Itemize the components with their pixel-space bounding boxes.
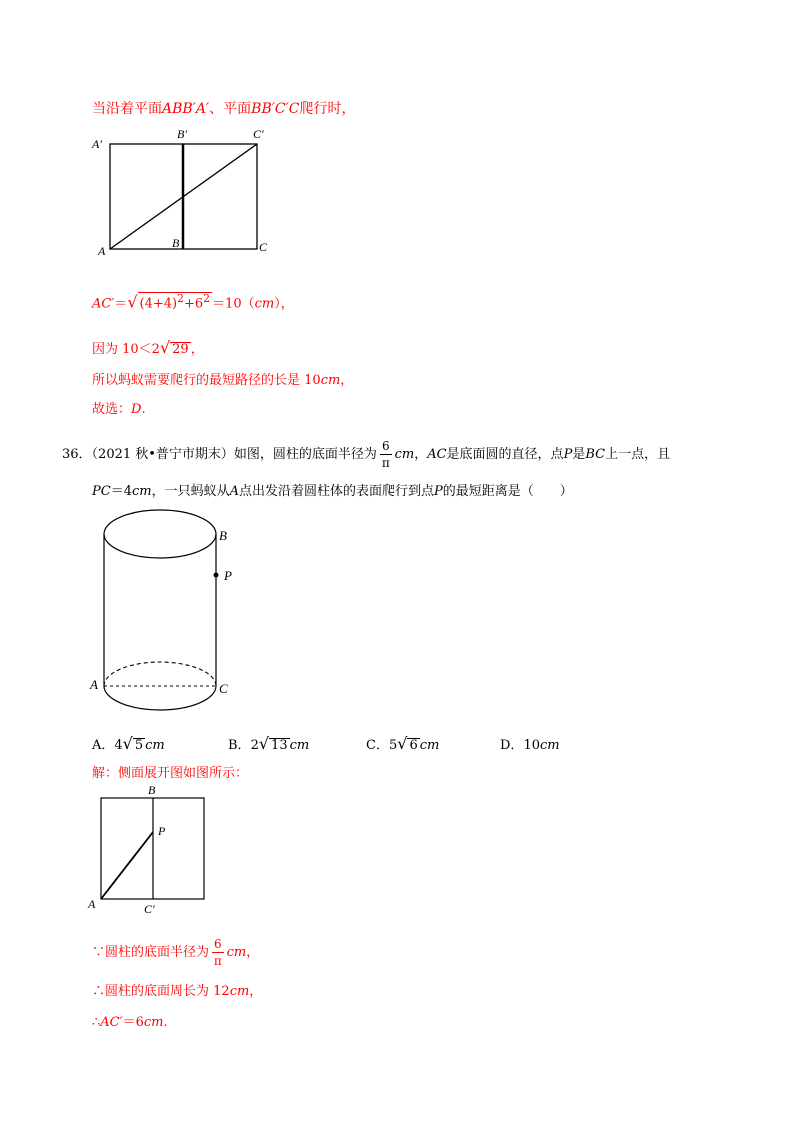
label-B: B	[148, 783, 156, 797]
cylinder-bottom-front	[104, 686, 216, 710]
solution-intro: 解：侧面展开图如图所示：	[92, 766, 249, 781]
label-A-prime: A′	[92, 137, 102, 151]
figure-2-path-AP	[101, 832, 153, 899]
cylinder-figure	[88, 508, 248, 718]
option-c[interactable]: C．5√ 6 cm	[366, 734, 440, 753]
solution-line-because: 因为 10＜2√ 29 ，	[92, 338, 204, 357]
label-P: P	[158, 824, 166, 838]
label-B: B	[219, 528, 227, 543]
question-36-line-1: 36．（2021 秋•普宁市期末）如图，圆柱的底面半径为 $\frac{6}{\pi}$ cm，AC是底面圆的直径，点P是BC上一点，且	[62, 439, 671, 470]
question-36-line-2: PC＝4cm，一只蚂蚁从A点出发沿着圆柱体的表面爬行到点P的最短距离是（ ）	[92, 484, 573, 499]
label-B-prime: B′	[177, 128, 187, 141]
solution-line-answer: 故选：D.	[92, 402, 146, 417]
option-b[interactable]: B．2√ 13 cm	[228, 734, 310, 753]
label-B: B	[172, 236, 180, 250]
label-C-prime: C′	[144, 902, 155, 916]
option-d[interactable]: D．10cm	[500, 738, 560, 753]
solution-line-circumference: ∴圆柱的底面周长为 12cm，	[92, 984, 263, 999]
unfolded-rectangle-figure-2	[86, 782, 226, 918]
solution-line-radius: ∵圆柱的底面半径为 $\frac{6}{\pi}$ cm，	[92, 937, 260, 968]
formula-AC-prime: AC′＝√ $(4+4)^2+6^2 =10(cm)$，	[92, 292, 294, 312]
fraction-6-over-pi-solution: $\frac{6}{\pi}$	[213, 937, 222, 968]
cylinder-bottom-back-dashed	[104, 662, 216, 686]
label-C: C	[259, 240, 268, 254]
option-a[interactable]: A．4√ 5 cm	[92, 734, 165, 753]
solution-line-plane: 当沿着平面ABB′A′、平面BB′C′C爬行时，	[92, 101, 356, 117]
fraction-6-over-pi: $\frac{6}{\pi}$	[381, 439, 390, 470]
point-P-dot	[214, 573, 219, 578]
label-C: C	[219, 681, 228, 696]
unfolded-rectangle-figure-1	[90, 128, 280, 258]
label-A: A	[90, 677, 98, 692]
cylinder-top-ellipse	[104, 510, 216, 558]
solution-line-so: 所以蚂蚁需要爬行的最短路径的长是 10cm，	[92, 373, 354, 388]
solution-line-AC-prime: ∴AC′＝6cm.	[92, 1015, 168, 1030]
label-A: A	[88, 897, 96, 911]
label-C-prime: C′	[253, 128, 264, 141]
label-A: A	[98, 244, 106, 258]
label-P: P	[224, 568, 232, 583]
